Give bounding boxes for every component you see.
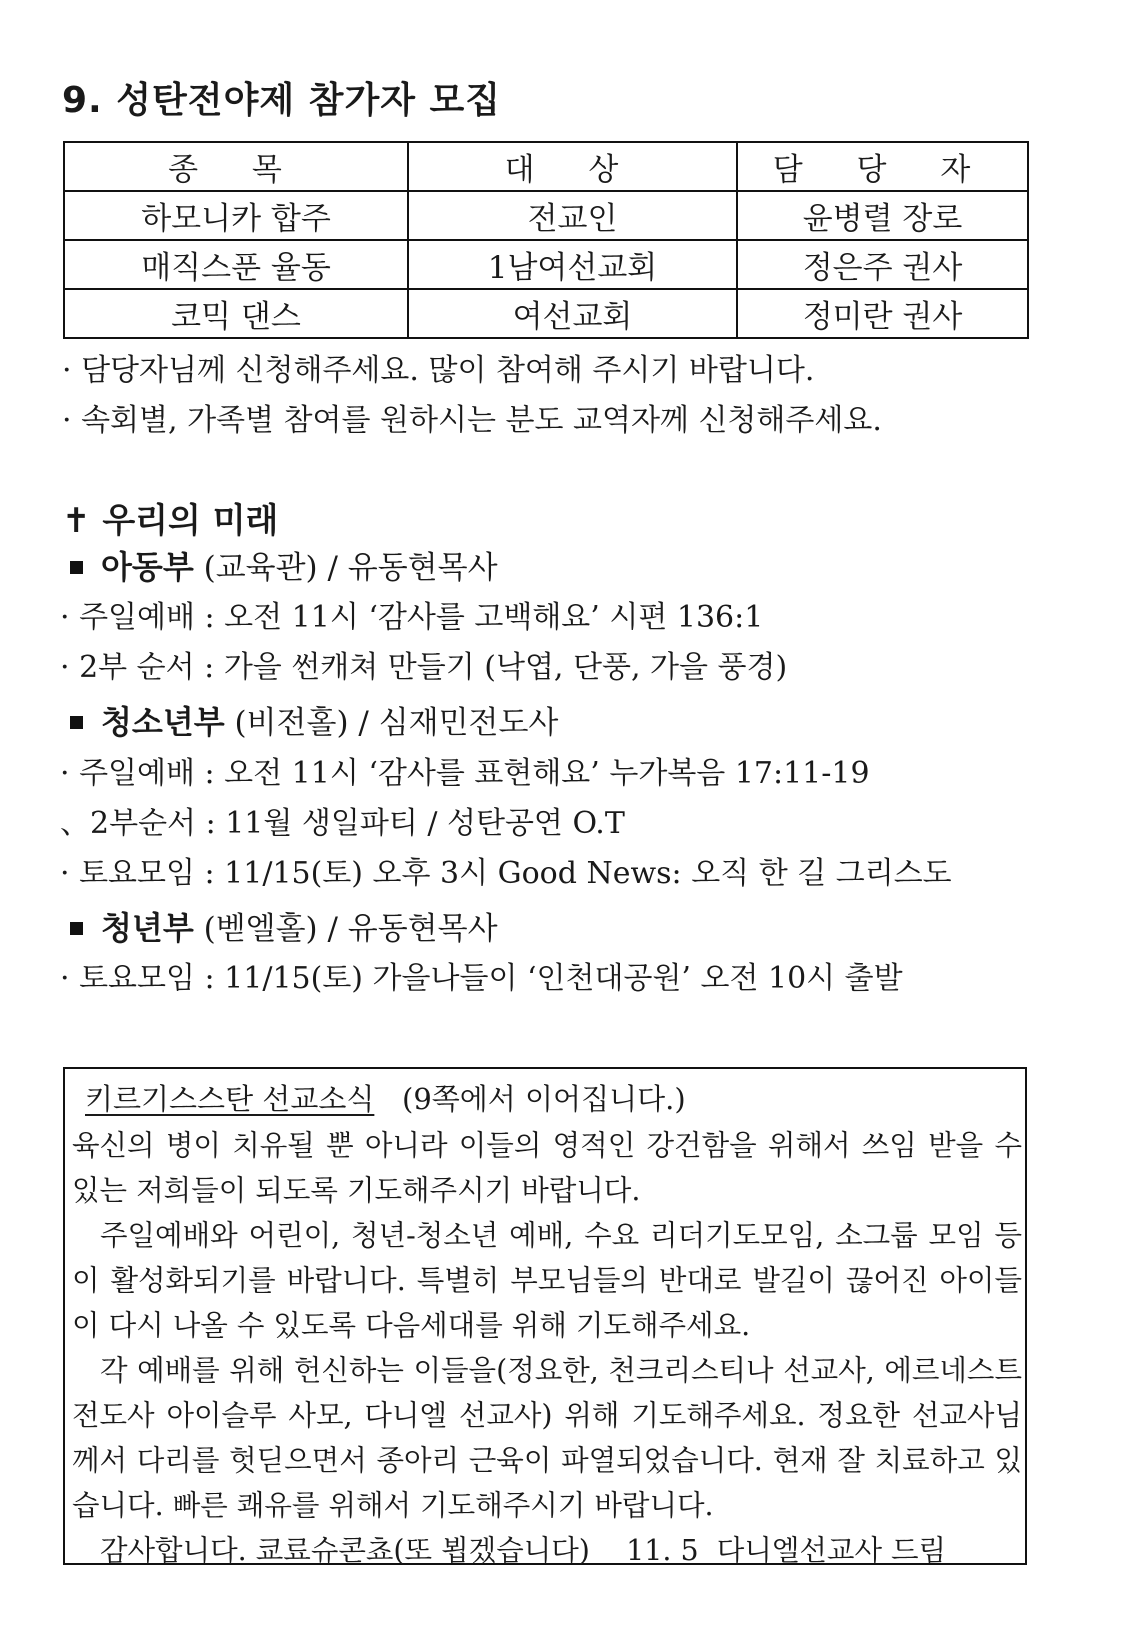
info-line: 、2부순서 : 11월 생일파티 / 성탄공연 O.T (60, 806, 625, 841)
info-line: · 토요모임 : 11/15(토) 오후 3시 Good News: 오직 한 길 그리스도 (60, 856, 952, 891)
subsection-name: 청년부 (101, 909, 194, 947)
square-bullet-icon (70, 716, 83, 729)
recruit-table (63, 141, 1029, 339)
subsection-youth (68, 697, 558, 743)
table-cell: 코믹 댄스 (64, 289, 408, 338)
table-cell: 하모니카 합주 (64, 191, 408, 240)
table-header-row (64, 142, 1028, 191)
table-cell: 정미란 권사 (737, 289, 1028, 338)
table-header: 담 당 자 (737, 142, 1028, 191)
table-row (64, 240, 1028, 289)
mission-news-box (63, 1067, 1027, 1565)
square-bullet-icon (70, 561, 83, 574)
mission-paragraph: 각 예배를 위해 헌신하는 이들을(정요한, 천크리스티나 선교사, 에르네스트 전도사 아이슬루 사모, 다니엘 선교사) 위해 기도해주세요. 정요한 선교사님께서 다리를 헛딛으면서 종아리 근육이 파열되었습니다. 현재 잘 치료하고 있습니다. 빠른 쾌유를 위해서 기도해주시기 바랍니다. (72, 1354, 1022, 1522)
table-row (64, 289, 1028, 338)
mission-paragraph: 육신의 병이 치유될 뿐 아니라 이들의 영적인 강건함을 위해서 쓰임 받을 수 있는 저희들이 되도록 기도해주시기 바랍니다. (72, 1129, 1022, 1207)
subsection-children (68, 542, 498, 588)
subsection-detail: (비전홀) / 심재민전도사 (224, 705, 559, 741)
subsection-detail: (교육관) / 유동현목사 (193, 550, 498, 586)
section-heading-future: ✝ 우리의 미래 (62, 501, 279, 541)
note-line: · 속회별, 가족별 참여를 원하시는 분도 교역자께 신청해주세요. (62, 403, 882, 438)
mission-news-title (85, 1077, 686, 1118)
subsection-detail: (벧엘홀) / 유동현목사 (193, 911, 498, 947)
table-row (64, 191, 1028, 240)
table-cell: 정은주 권사 (737, 240, 1028, 289)
info-line: · 토요모임 : 11/15(토) 가을나들이 ‘인천대공원’ 오전 10시 출발 (60, 961, 903, 996)
mission-news-body (72, 1123, 1022, 1573)
mission-signature: 감사합니다. 쿄료슈콘쵸(또 뵙겠습니다) 11. 5 다니엘선교사 드림 (100, 1534, 947, 1567)
subsection-name: 아동부 (101, 548, 194, 586)
info-line: · 2부 순서 : 가을 썬캐쳐 만들기 (낙엽, 단풍, 가을 풍경) (60, 650, 788, 685)
table-header: 종 목 (64, 142, 408, 191)
subsection-young-adults (68, 903, 498, 949)
table-header: 대 상 (408, 142, 737, 191)
subsection-name: 청소년부 (101, 703, 225, 741)
square-bullet-icon (70, 922, 83, 935)
info-line: · 주일예배 : 오전 11시 ‘감사를 표현해요’ 누가복음 17:11-19 (60, 756, 870, 791)
note-line: · 담당자님께 신청해주세요. 많이 참여해 주시기 바랍니다. (62, 353, 815, 388)
table-cell: 매직스푼 율동 (64, 240, 408, 289)
mission-news-heading: 키르기스스탄 선교소식 (85, 1082, 375, 1116)
info-line: · 주일예배 : 오전 11시 ‘감사를 고백해요’ 시편 136:1 (60, 600, 764, 635)
section-heading-christmas-eve: 9. 성탄전야제 참가자 모집 (62, 80, 502, 121)
table-cell: 1남여선교회 (408, 240, 737, 289)
continued-note: (9쪽에서 이어집니다.) (402, 1082, 686, 1116)
mission-paragraph: 주일예배와 어린이, 청년-청소년 예배, 수요 리더기도모임, 소그룹 모임 등이 활성화되기를 바랍니다. 특별히 부모님들의 반대로 발길이 끊어진 아이들이 다시 나올 수 있도록 다음세대를 위해 기도해주세요. (72, 1219, 1022, 1342)
table-cell: 전교인 (408, 191, 737, 240)
table-cell: 윤병렬 장로 (737, 191, 1028, 240)
table-cell: 여선교회 (408, 289, 737, 338)
